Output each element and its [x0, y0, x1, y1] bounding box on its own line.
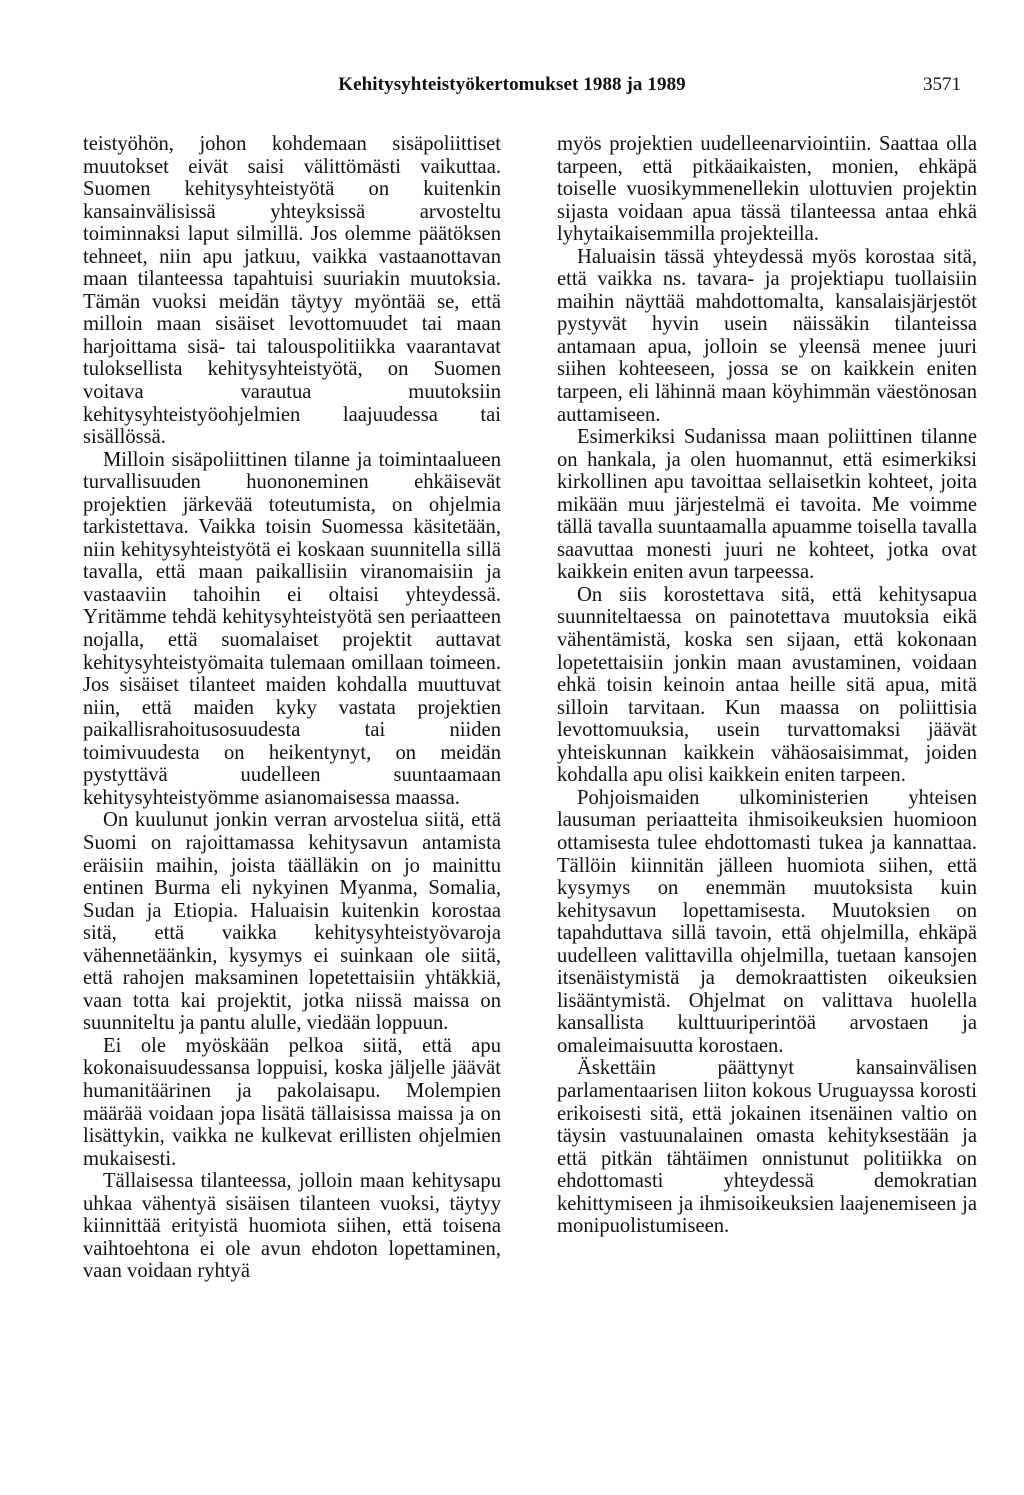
paragraph: Pohjoismaiden ulkoministerien yhteisen lausuman periaatteita ihmisoikeuksien huomioon ottamisesta tulee ehdottomasti tukea ja kannattaa. Tällöin kiinnitän jälleen huomiota siihen, että kysymys on enemmän muutoksista kuin kehitysavun lopettamisesta. Muutoksien on tapahduttava sillä tavoin, että ohjelmilla, ehkäpä uudelleen valittavilla ohjelmilla, tuetaan kansojen itsenäistymistä ja demokraattisten oikeuksien lisääntymistä. Ohjelmat on valittava huolella kansallista kulttuuriperintöä arvostaen ja omaleimaisuutta korostaen.: [557, 786, 977, 1057]
paragraph: Äskettäin päättynyt kansainvälisen parlamentaarisen liiton kokous Uruguayssa korosti erikoisesti sitä, että jokainen itsenäinen valtio on täysin vastuunalainen omasta kehityksestään ja että pitkän tähtäimen onnistunut politiikka on ehdottomasti yhteydessä demokratian kehittymiseen ja ihmisoikeuksien laajenemiseen ja monipuolistumiseen.: [557, 1057, 977, 1238]
paragraph: myös projektien uudelleenarviointiin. Saattaa olla tarpeen, että pitkäaikaisten, monien, ehkäpä toiselle vuosikymmenellekin ulottuvien projektin sijasta voidaan apua tässä tilanteessa antaa ehkä lyhytaikaisemmilla projekteilla.: [557, 133, 977, 246]
paragraph: On kuulunut jonkin verran arvostelua siitä, että Suomi on rajoittamassa kehitysavun antamista eräisiin maihin, joista täälläkin on jo mainittu entinen Burma eli nykyinen Myanma, Somalia, Sudan ja Etiopia. Haluaisin kuitenkin korostaa sitä, että vaikka kehitysyhteistyövaroja vähennetäänkin, kysymys ei suinkaan ole siitä, että rahojen maksaminen lopetettaisiin yhtäkkiä, vaan totta kai projektit, jotka niissä maissa on suunniteltu ja pantu alulle, viedään loppuun.: [83, 809, 501, 1035]
left-column: [83, 133, 501, 1283]
paragraph: Ei ole myöskään pelkoa siitä, että apu kokonaisuudessansa loppuisi, koska jäljelle jäävät humanitäärinen ja pakolaisapu. Molempien määrää voidaan jopa lisätä tällaisissa maissa ja on lisättykin, vaikka ne kulkevat erillisten ohjelmien mukaisesti.: [83, 1034, 501, 1170]
running-title: Kehitysyhteistyökertomukset 1988 ja 1989: [338, 74, 686, 95]
paragraph: Haluaisin tässä yhteydessä myös korostaa sitä, että vaikka ns. tavara- ja projektiapu tuollaisiin maihin näyttää mahdottomalta, kansalaisjärjestöt pystyvät hyvin usein näissäkin tilanteissa antamaan apua, jolloin se yleensä menee juuri siihen kohteeseen, jossa se on kaikkein eniten tarpeen, eli lähinnä maan köyhimmän väestönosan auttamiseen.: [557, 245, 977, 426]
paragraph: Esimerkiksi Sudanissa maan poliittinen tilanne on hankala, ja olen huomannut, että esimerkiksi kirkollinen apu tavoittaa sellaisetkin kohteet, joita mikään muu järjestelmä ei tavoita. Me voimme tällä tavalla suuntaamalla apuamme toisella tavalla saavuttaa monesti juuri ne kohteet, jotka ovat kaikkein eniten avun tarpeessa.: [557, 426, 977, 584]
right-column: [557, 133, 977, 1238]
page-number: 3571: [923, 74, 961, 95]
paragraph: On siis korostettava sitä, että kehitysapua suunniteltaessa on painotettava muutoksia eikä vähentämistä, koska sen sijaan, että kokonaan lopetettaisiin jonkin maan avustaminen, voidaan ehkä toisin keinoin antaa heille sitä apua, mitä silloin tarvitaan. Kun maassa on poliittisia levottomuuksia, usein turvattomaksi jäävät yhteiskunnan kaikkein vähäosaisimmat, joiden kohdalla apu olisi kaikkein eniten tarpeen.: [557, 583, 977, 787]
page-header: [0, 74, 1024, 102]
paragraph: teistyöhön, johon kohdemaan sisäpoliittiset muutokset eivät saisi välittömästi vaikuttaa. Suomen kehitysyhteistyötä on kuitenkin kansainvälisissä yhteyksissä arvosteltu toiminnaksi laput silmillä. Jos olemme päätöksen tehneet, niin apu jatkuu, vaikka vastaanottavan maan tilanteessa tapahtuisi suuriakin muutoksia. Tämän vuoksi meidän täytyy myöntää se, että milloin maan sisäiset levottomuudet tai maan harjoittama sisä- tai talouspolitiikka vaarantavat tuloksellista kehitysyhteistyötä, on Suomen voitava varautua muutoksiin kehitysyhteistyöohjelmien laajuudessa tai sisällössä.: [83, 133, 501, 449]
paragraph: Milloin sisäpoliittinen tilanne ja toimintaalueen turvallisuuden huononeminen ehkäisevät projektien järkevää toteutumista, on ohjelmia tarkistettava. Vaikka toisin Suomessa käsitetään, niin kehitysyhteistyötä ei koskaan suunnitella sillä tavalla, että maan paikallisiin viranomaisiin ja vastaaviin tahoihin ei oltaisi yhteydessä. Yritämme tehdä kehitysyhteistyötä sen periaatteen nojalla, että suomalaiset projektit auttavat kehitysyhteistyömaita tulemaan omillaan toimeen. Jos sisäiset tilanteet maiden kohdalla muuttuvat niin, että maiden kyky vastata projektien paikallisrahoitusosuudesta tai niiden toimivuudesta on heikentynyt, on meidän pystyttävä uudelleen suuntaamaan kehitysyhteistyömme asianomaisessa maassa.: [83, 448, 501, 809]
paragraph: Tällaisessa tilanteessa, jolloin maan kehitysapu uhkaa vähentyä sisäisen tilanteen vuoksi, täytyy kiinnittää erityistä huomiota siihen, että toisena vaihtoehtona ei ole avun ehdoton lopettaminen, vaan voidaan ryhtyä: [83, 1170, 501, 1283]
